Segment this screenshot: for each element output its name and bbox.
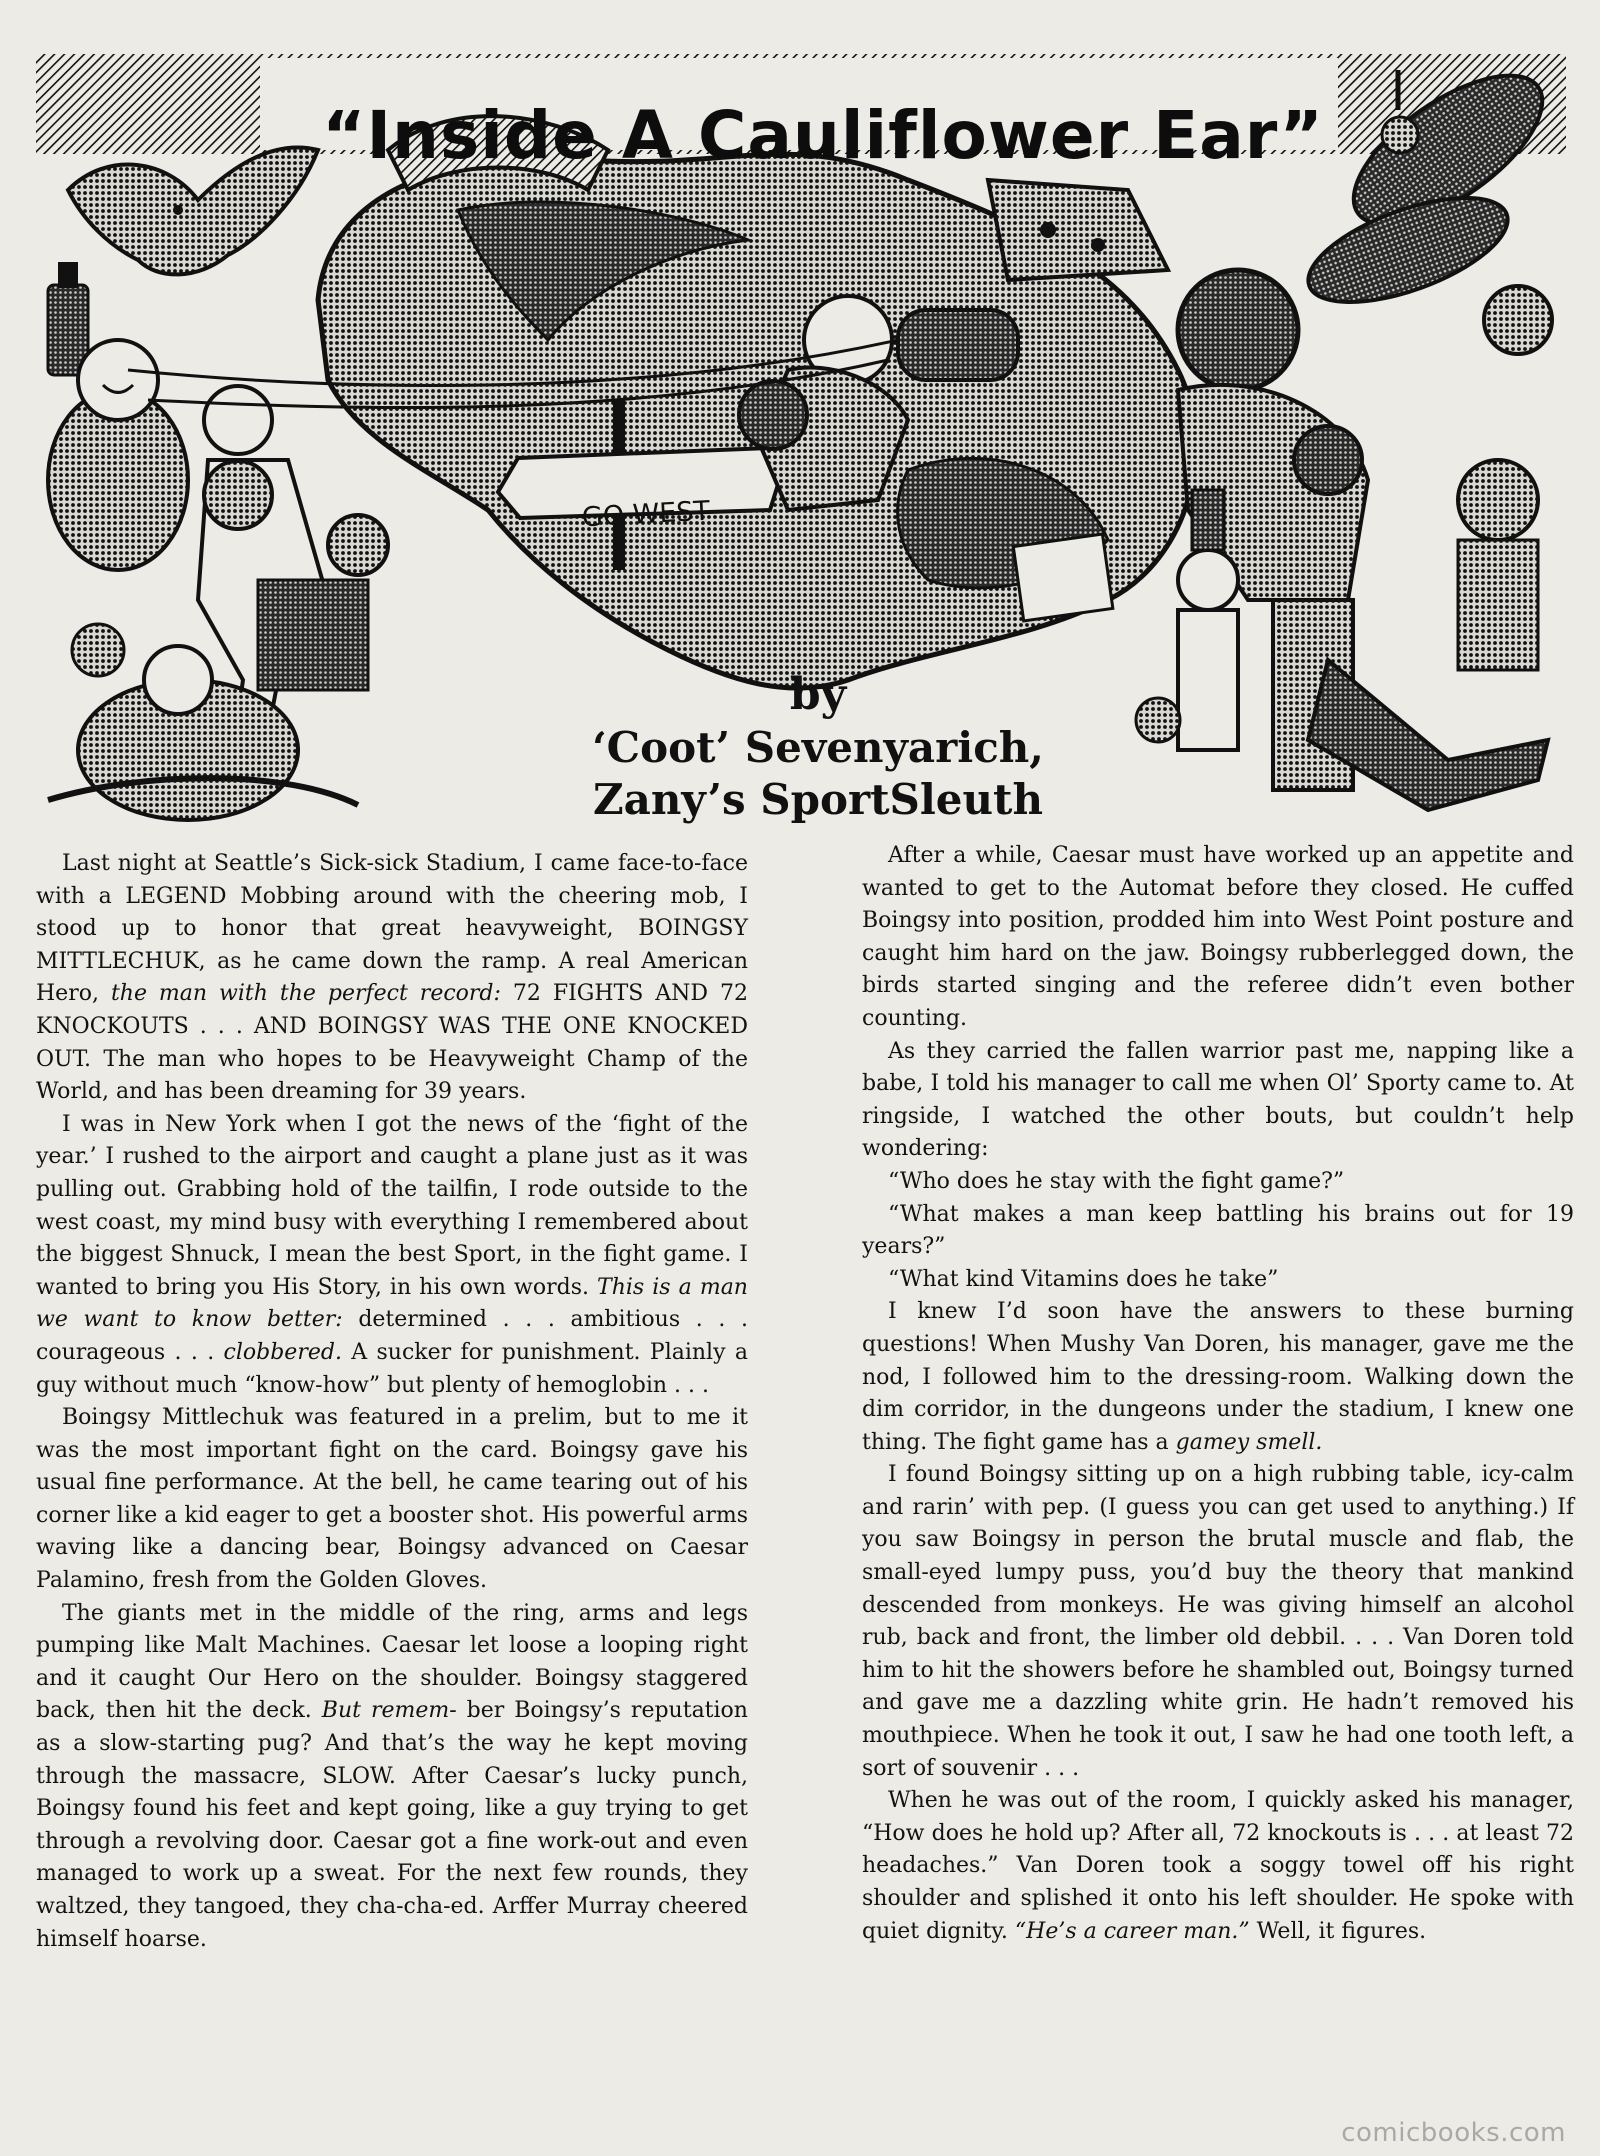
article-column-right: [862, 840, 1574, 1948]
paragraph: The giants met in the middle of the ring, arms and legs pumping like Malt Machines. Caesar let loose a looping right and it caught Our Hero on the shoulder. Boingsy staggered back, then hit the deck. But remem- ber Boingsy’s reputation as a slow-starting pug? And that’s the way he kept moving through the massacre, SLOW. After Caesar’s lucky punch, Boingsy found his feet and kept going, like a guy trying to get through a revolving door. Caesar got a fine work-out and even managed to work up a sweat. For the next few rounds, they waltzed, they tangoed, they cha-cha-ed. Arffer Murray cheered himself hoarse.: [36, 1600, 748, 1952]
question-line: “What kind Vitamins does he take”: [888, 1266, 1279, 1292]
bird-icon: [68, 147, 318, 274]
article-column-left: [36, 848, 748, 1956]
byline-by: by: [789, 669, 847, 720]
paragraph: I knew I’d soon have the answers to these burning questions! When Mushy Van Doren, his manager, gave me the nod, I followed him to the dressing-room. Walking down the dim corridor, in the dungeons under the stadium, I knew one thing. The fight game has a gamey smell.: [862, 1299, 1574, 1455]
boxer-figure-icon: [48, 340, 388, 820]
paragraph: I was in New York when I got the news of the ‘fight of the year.’ I rushed to the airport and caught a plane just as it was pulling out. Grabbing hold of the tailfin, I rode outside to the west coast, my mind busy with everything I remembered about the biggest Shnuck, I mean the best Sport, in the fight game. I wanted to bring you His Story, in his own words. This is a man we want to know better: determined . . . ambitious . . . courageous . . . clobbered. A sucker for punishment. Plainly a guy without much “know-how” but plenty of hemoglobin . . .: [36, 1111, 748, 1398]
bottle-icon: [48, 262, 88, 375]
go-west-sign: GO WEST: [581, 495, 711, 534]
paragraph: I found Boingsy sitting up on a high rubbing table, icy-calm and rarin’ with pep. (I guess you can get used to anything.) If you saw Boingsy in person the brutal muscle and flab, the small-eyed lumpy puss, you’d buy the theory that mankind descended from monkeys. He was giving himself an alcohol rub, back and front, the limber old debbil. . . . Van Doren told him to hit the showers before he shambled out, Boingsy turned and gave me a dazzling white grin. He hadn’t removed his mouthpiece. When he took it out, I saw he had one tooth left, a sort of souvenir . . .: [862, 1462, 1574, 1781]
byline: [548, 668, 1088, 826]
question-line: “Who does he stay with the fight game?”: [888, 1168, 1345, 1194]
cheese-icon: [988, 180, 1168, 280]
paragraph: When he was out of the room, I quickly asked his manager, “How does he hold up? After all, 72 knockouts is . . . at least 72 headaches.” Van Doren took a soggy towel off his right shoulder and splished it onto his left shoulder. He spoke with quiet dignity. “He’s a career man.” Well, it figures.: [862, 1788, 1574, 1944]
paragraph: After a while, Caesar must have worked up an appetite and wanted to get to the Automat before they closed. He cuffed Boingsy into position, prodded him into West Point posture and caught him hard on the jaw. Boingsy rubberlegged down, the birds started singing and the referee didn’t even bother counting.: [862, 843, 1574, 1031]
paragraph: Boingsy Mittlechuk was featured in a prelim, but to me it was the most important fight on the card. Boingsy gave his usual fine performance. At the bell, he came tearing out of his corner like a kid eager to get a booster shot. His powerful arms waving like a dancing bear, Boingsy advanced on Caesar Palamino, fresh from the Golden Gloves.: [36, 1405, 748, 1594]
paragraph: As they carried the fallen warrior past me, napping like a babe, I told his manager to call me when Ol’ Sporty came to. At ringside, I watched the other bouts, but couldn’t help wondering:: [862, 1038, 1574, 1162]
author-name: ‘Coot’ Sevenyarich,: [592, 723, 1044, 772]
paragraph: Last night at Seattle’s Sick-sick Stadium, I came face-to-face with a LEGEND Mobbing around with the cheering mob, I stood up to honor that great heavyweight, BOINGSY MITTLECHUK, as he came down the ramp. A real American Hero, the man with the perfect record: 72 FIGHTS AND 72 KNOCKOUTS . . . AND BOINGSY WAS THE ONE KNOCKED OUT. The man who hopes to be Heavyweight Champ of the World, and has been dreaming for 39 years.: [36, 851, 749, 1105]
question-line: “What makes a man keep battling his brains out for 19 years?”: [862, 1201, 1574, 1260]
site-watermark: comicbooks.com: [1341, 2118, 1566, 2148]
article-title: “Inside A Cauliflower Ear”: [322, 97, 1324, 174]
author-role: Zany’s SportSleuth: [593, 775, 1043, 824]
header-illustration: [28, 40, 1576, 830]
